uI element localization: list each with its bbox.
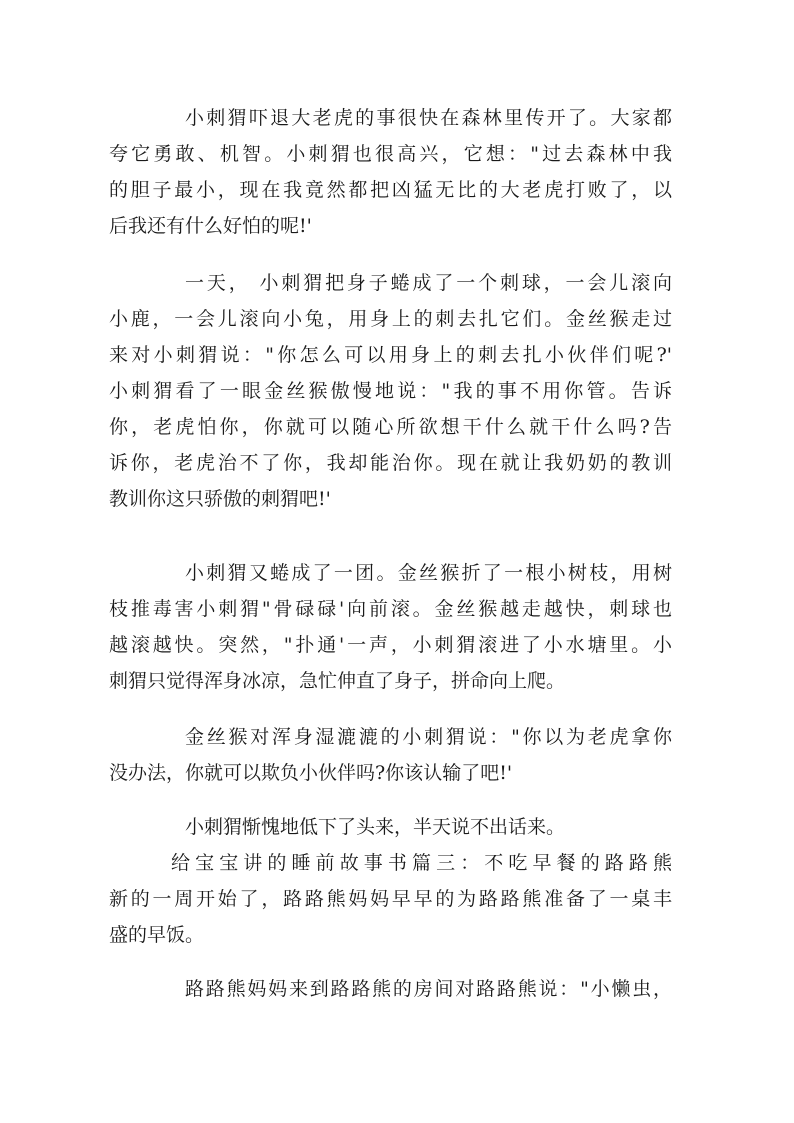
paragraph-line: 小刺猬惭愧地低下了头来，半天说不出话来。 — [185, 816, 566, 838]
paragraph-line: 你，老虎怕你，你就可以随心所欲想干什么就干什么吗?告 — [109, 416, 672, 438]
paragraph-line: 的胆子最小，现在我竟然都把凶猛无比的大老虎打败了，以 — [109, 179, 672, 201]
section-heading-line: 给宝宝讲的睡前故事书篇三：不吃早餐的路路熊 — [171, 852, 672, 874]
paragraph-line: 夸它勇敢、机智。小刺猬也很高兴，它想："过去森林中我 — [109, 143, 672, 165]
paragraph-line: 诉你，老虎治不了你，我却能治你。现在就让我奶奶的教训 — [109, 452, 672, 474]
paragraph-line: 枝推毒害小刺猬"骨碌碌'向前滚。金丝猴越走越快，刺球也 — [109, 598, 672, 620]
paragraph-line: 教训你这只骄傲的刺猬吧!' — [109, 488, 331, 510]
paragraph-line: 盛的早饭。 — [109, 924, 205, 946]
paragraph-line: 小刺猬又蜷成了一团。金丝猴折了一根小树枝，用树 — [185, 562, 672, 584]
paragraph-line: 路路熊妈妈来到路路熊的房间对路路熊说："小懒虫， — [185, 978, 672, 1000]
paragraph-line: 越滚越快。突然，"扑通'一声，小刺猬滚进了小水塘里。小 — [109, 634, 672, 656]
paragraph-line: 小刺猬吓退大老虎的事很快在森林里传开了。大家都 — [185, 107, 672, 129]
paragraph-line: 来对小刺猬说："你怎么可以用身上的刺去扎小伙伴们呢?' — [109, 344, 672, 366]
paragraph-line: 没办法，你就可以欺负小伙伴吗?你该认输了吧!' — [109, 762, 513, 784]
paragraph-line: 新的一周开始了，路路熊妈妈早早的为路路熊准备了一桌丰 — [109, 888, 672, 910]
paragraph-line: 金丝猴对浑身湿漉漉的小刺猬说："你以为老虎拿你 — [185, 726, 672, 748]
paragraph-line: 一天， 小刺猬把身子蜷成了一个刺球，一会儿滚向 — [185, 272, 672, 294]
paragraph-line: 小鹿，一会儿滚向小兔，用身上的刺去扎它们。金丝猴走过 — [109, 308, 672, 330]
paragraph-line: 刺猬只觉得浑身冰凉，急忙伸直了身子，拼命向上爬。 — [109, 670, 566, 692]
paragraph-line: 后我还有什么好怕的呢!' — [109, 215, 312, 237]
paragraph-line: 小刺猬看了一眼金丝猴傲慢地说："我的事不用你管。告诉 — [109, 380, 672, 402]
